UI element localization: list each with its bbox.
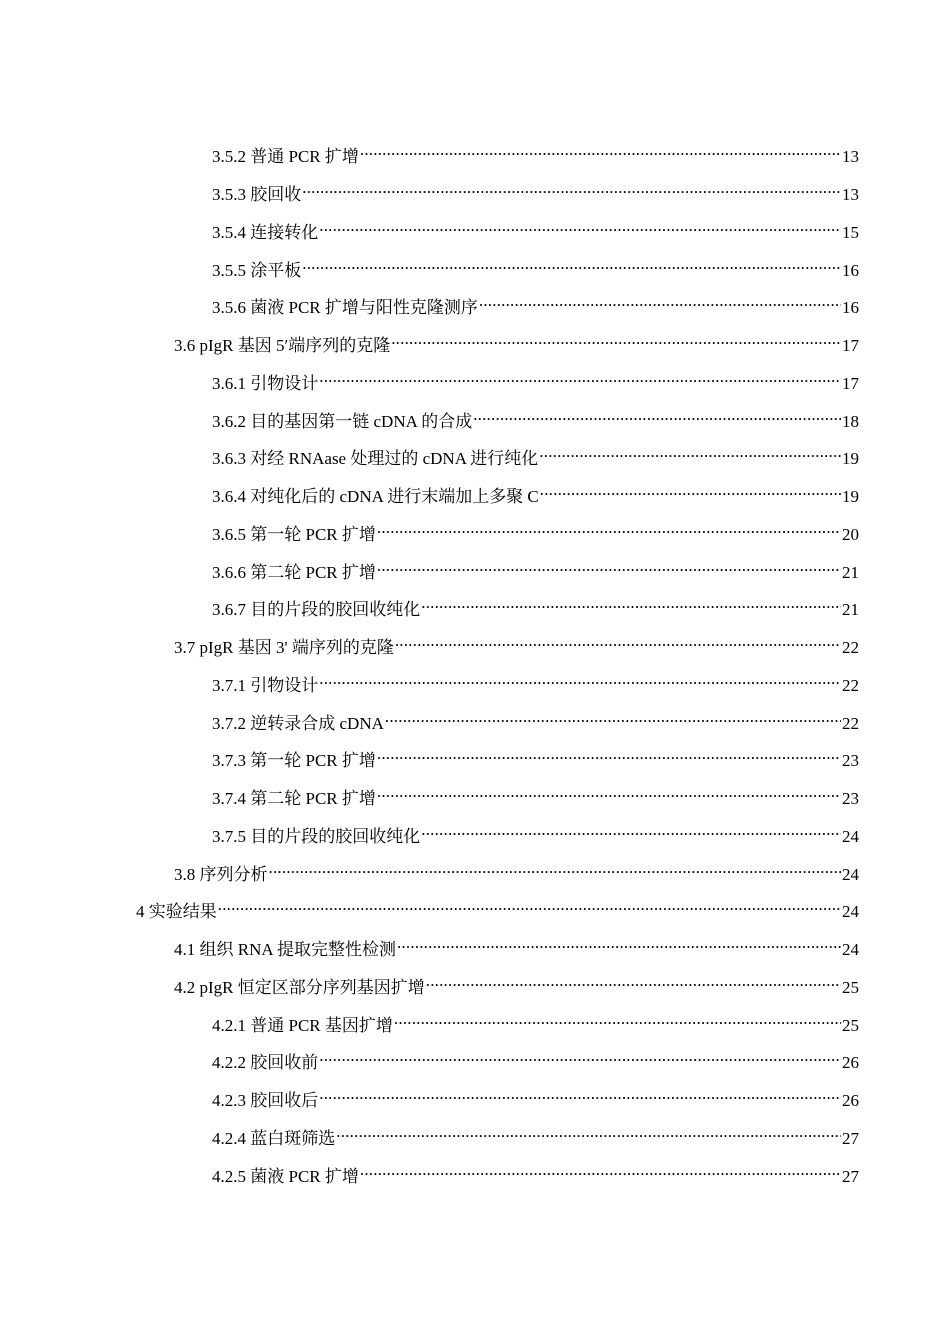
toc-entry-title: 3.7.4 第二轮 PCR 扩增	[212, 789, 376, 809]
toc-entry[interactable]	[174, 967, 950, 1005]
toc-entry[interactable]	[212, 551, 950, 589]
toc-entry[interactable]	[212, 740, 950, 778]
toc-dot-leader	[218, 897, 841, 917]
toc-page-number: 26	[842, 1053, 859, 1073]
toc-page-number: 24	[842, 940, 859, 960]
toc-page-number: 21	[842, 600, 859, 620]
toc-entry-title: 4.2 pIgR 恒定区部分序列基因扩增	[174, 977, 425, 997]
toc-entry-title: 3.6.2 目的基因第一链 cDNA 的合成	[212, 411, 473, 431]
toc-entry[interactable]	[212, 363, 950, 401]
toc-entry-line	[212, 256, 859, 281]
toc-entry-title: 4 实验结果	[136, 902, 217, 922]
toc-page-number: 17	[842, 373, 859, 393]
toc-page-number: 22	[842, 713, 859, 733]
toc-entry-line	[136, 897, 859, 922]
toc-entry-line	[212, 142, 859, 167]
toc-entry-line	[174, 331, 859, 356]
toc-entry-line	[212, 369, 859, 394]
toc-dot-leader	[377, 784, 841, 804]
toc-entry-line	[212, 558, 859, 583]
toc-entry-line	[212, 180, 859, 205]
toc-dot-leader	[302, 256, 841, 276]
toc-entry-line	[212, 520, 859, 545]
toc-entry-title: 3.5.2 普通 PCR 扩增	[212, 147, 359, 167]
toc-entry-title: 3.5.3 胶回收	[212, 185, 302, 205]
toc-entry[interactable]	[212, 212, 950, 250]
toc-entry-title: 3.5.6 菌液 PCR 扩增与阳性克隆测序	[212, 298, 478, 318]
toc-page-number: 13	[842, 185, 859, 205]
toc-page-number: 23	[842, 751, 859, 771]
toc-entry-title: 4.2.4 蓝白斑筛选	[212, 1128, 336, 1148]
toc-page-number: 27	[842, 1128, 859, 1148]
toc-dot-leader	[397, 935, 841, 955]
toc-entry[interactable]	[212, 816, 950, 854]
toc-entry-title: 3.7.5 目的片段的胶回收纯化	[212, 826, 421, 846]
toc-entry[interactable]	[212, 1042, 950, 1080]
toc-entry-line	[212, 1086, 859, 1111]
toc-entry-line	[174, 633, 859, 658]
toc-page-number: 25	[842, 977, 859, 997]
toc-entry[interactable]	[212, 1118, 950, 1156]
toc-page-number: 15	[842, 222, 859, 242]
toc-dot-leader	[421, 822, 841, 842]
toc-page-number: 25	[842, 1015, 859, 1035]
toc-entry-title: 4.2.5 菌液 PCR 扩增	[212, 1166, 359, 1186]
toc-page-number: 24	[842, 902, 859, 922]
toc-dot-leader	[319, 671, 841, 691]
toc-entry[interactable]	[212, 438, 950, 476]
toc-dot-leader	[377, 520, 841, 540]
toc-entry-line	[212, 444, 859, 469]
toc-entry-line	[212, 1011, 859, 1036]
toc-dot-leader	[539, 444, 841, 464]
toc-dot-leader	[426, 973, 841, 993]
toc-dot-leader	[479, 293, 841, 313]
toc-page-number: 22	[842, 638, 859, 658]
toc-entry[interactable]	[212, 778, 950, 816]
toc-entry[interactable]	[174, 325, 950, 363]
toc-entry[interactable]	[212, 589, 950, 627]
toc-entry-title: 3.7.3 第一轮 PCR 扩增	[212, 751, 376, 771]
toc-entry-title: 3.6.7 目的片段的胶回收纯化	[212, 600, 421, 620]
toc-entry[interactable]	[174, 929, 950, 967]
toc-dot-leader	[319, 369, 841, 389]
toc-page-number: 26	[842, 1091, 859, 1111]
toc-entry-line	[212, 1048, 859, 1073]
toc-entry-line	[212, 1124, 859, 1149]
toc-dot-leader	[302, 180, 841, 200]
toc-entry-line	[212, 784, 859, 809]
toc-entry-line	[174, 860, 859, 885]
toc-entry[interactable]	[212, 1004, 950, 1042]
toc-dot-leader	[319, 1086, 841, 1106]
toc-page-number: 17	[842, 336, 859, 356]
toc-entry[interactable]	[212, 287, 950, 325]
toc-entry-title: 4.2.2 胶回收前	[212, 1053, 319, 1073]
table-of-contents	[0, 136, 950, 1193]
toc-page-number: 22	[842, 675, 859, 695]
toc-entry[interactable]	[212, 249, 950, 287]
toc-page-number: 16	[842, 260, 859, 280]
toc-page-number: 13	[842, 147, 859, 167]
toc-entry-line	[212, 709, 859, 734]
toc-entry-title: 3.6.6 第二轮 PCR 扩增	[212, 562, 376, 582]
toc-dot-leader	[391, 331, 841, 351]
toc-dot-leader	[319, 218, 841, 238]
toc-dot-leader	[360, 1162, 841, 1182]
toc-entry-title: 3.8 序列分析	[174, 864, 268, 884]
toc-entry[interactable]	[174, 853, 950, 891]
toc-page-number: 21	[842, 562, 859, 582]
toc-entry-line	[212, 218, 859, 243]
toc-entry-title: 3.6.4 对纯化后的 cDNA 进行末端加上多聚 C	[212, 487, 539, 507]
toc-page-number: 24	[842, 826, 859, 846]
toc-entry-line	[174, 935, 859, 960]
toc-entry-title: 3.6.3 对经 RNAase 处理过的 cDNA 进行纯化	[212, 449, 539, 469]
toc-entry-title: 3.5.4 连接转化	[212, 222, 319, 242]
toc-entry-line	[212, 407, 859, 432]
toc-entry[interactable]	[212, 476, 950, 514]
toc-entry-title: 3.7.2 逆转录合成 cDNA	[212, 713, 384, 733]
toc-entry-line	[212, 293, 859, 318]
toc-dot-leader	[377, 558, 841, 578]
toc-page-number: 20	[842, 524, 859, 544]
toc-entry-title: 3.7.1 引物设计	[212, 675, 319, 695]
toc-entry-title: 3.6.5 第一轮 PCR 扩增	[212, 524, 376, 544]
toc-dot-leader	[360, 142, 841, 162]
toc-entry-title: 3.6 pIgR 基因 5′端序列的克隆	[174, 336, 391, 356]
toc-entry-line	[212, 1162, 859, 1187]
toc-entry-title: 3.7 pIgR 基因 3' 端序列的克隆	[174, 638, 394, 658]
toc-entry-title: 4.2.3 胶回收后	[212, 1091, 319, 1111]
toc-entry[interactable]	[212, 665, 950, 703]
toc-entry[interactable]	[212, 514, 950, 552]
toc-entry-line	[212, 671, 859, 696]
toc-entry[interactable]	[212, 400, 950, 438]
toc-page-number: 18	[842, 411, 859, 431]
toc-entry-line	[212, 595, 859, 620]
toc-dot-leader	[473, 407, 841, 427]
toc-dot-leader	[421, 595, 841, 615]
toc-entry-title: 3.6.1 引物设计	[212, 373, 319, 393]
toc-dot-leader	[319, 1048, 841, 1068]
toc-dot-leader	[395, 633, 841, 653]
toc-entry-title: 3.5.5 涂平板	[212, 260, 302, 280]
toc-entry[interactable]	[212, 1155, 950, 1193]
toc-dot-leader	[540, 482, 841, 502]
toc-page-number: 23	[842, 789, 859, 809]
toc-page-number: 19	[842, 487, 859, 507]
toc-dot-leader	[377, 746, 841, 766]
toc-entry-line	[212, 822, 859, 847]
toc-dot-leader	[385, 709, 841, 729]
toc-entry-title: 4.1 组织 RNA 提取完整性检测	[174, 940, 396, 960]
toc-page-number: 19	[842, 449, 859, 469]
toc-page-number: 16	[842, 298, 859, 318]
toc-dot-leader	[269, 860, 842, 880]
toc-page-number: 27	[842, 1166, 859, 1186]
toc-entry[interactable]	[136, 891, 950, 929]
toc-page-number: 24	[842, 864, 859, 884]
toc-dot-leader	[336, 1124, 841, 1144]
toc-entry[interactable]	[174, 627, 950, 665]
toc-entry-line	[212, 482, 859, 507]
toc-entry-line	[212, 746, 859, 771]
toc-dot-leader	[394, 1011, 841, 1031]
toc-entry[interactable]	[212, 174, 950, 212]
toc-entry-title: 4.2.1 普通 PCR 基因扩增	[212, 1015, 393, 1035]
toc-entry-line	[174, 973, 859, 998]
toc-entry[interactable]	[212, 1080, 950, 1118]
toc-entry[interactable]	[212, 702, 950, 740]
toc-entry[interactable]	[212, 136, 950, 174]
